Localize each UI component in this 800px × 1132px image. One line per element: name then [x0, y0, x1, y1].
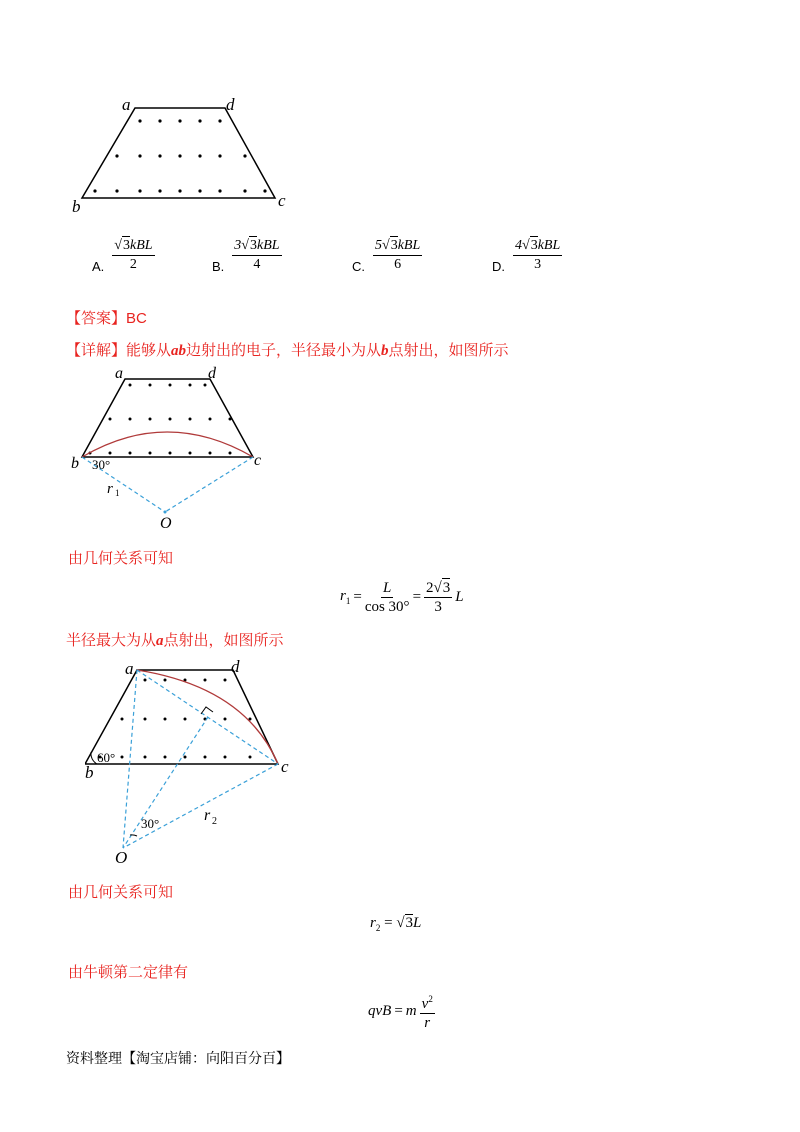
svg-text:c: c: [281, 757, 289, 776]
svg-text:b: b: [71, 455, 79, 472]
answer-tag: 【答案】: [66, 309, 127, 327]
option-b[interactable]: [212, 236, 282, 274]
trajectory-arc: [82, 432, 253, 457]
label-a: a: [122, 95, 131, 114]
option-letter: A.: [92, 258, 105, 274]
option-d[interactable]: [492, 236, 562, 274]
answer-line: [66, 308, 147, 329]
option-letter: C.: [352, 258, 365, 274]
option-fraction: $\frac{\text{3√3kBL}}{4}$: [234, 238, 280, 272]
option-c[interactable]: [352, 236, 422, 274]
svg-text:O: O: [115, 848, 128, 867]
svg-text:c: c: [254, 452, 262, 469]
option-fraction: $\frac{\text{√3kBL}}{2}$: [114, 238, 153, 272]
figure-trapezoid-3: [85, 652, 315, 867]
geometry-text-1: 由几何关系可知: [68, 549, 174, 567]
option-fraction: $\frac{\text{5√3kBL}}{6}$: [375, 238, 421, 272]
svg-text:O: O: [160, 515, 172, 532]
max-radius-text: 半径最大为从a点射出，如图所示: [66, 631, 284, 649]
svg-text:a: a: [125, 659, 134, 678]
svg-text:2: 2: [212, 816, 217, 827]
svg-text:r: r: [204, 807, 211, 824]
geometry-text-2: 由几何关系可知: [68, 883, 174, 901]
label-c: c: [278, 191, 286, 210]
svg-text:d: d: [208, 365, 216, 382]
detail-line: 【详解】能够从ab边射出的电子，半径最小为从b点射出，如图所示: [66, 341, 509, 359]
option-a[interactable]: [92, 236, 155, 274]
angle-30-label: 30°: [92, 457, 111, 472]
figure-trapezoid-2: [60, 362, 300, 532]
formula-r1: $r_1$ = $\frac{L}{\cos 30^\circ}$ = $\frac{2√3}{3}$ L: [340, 579, 464, 615]
option-fraction: $\frac{\text{4√3kBL}}{3}$: [515, 238, 561, 272]
formula-newton: qvB = m $\frac{v^2}{r}$: [368, 990, 435, 1032]
svg-text:d: d: [231, 657, 240, 676]
label-d: d: [226, 95, 235, 114]
formula-r2: $r_2 = √3L$: [370, 915, 422, 933]
option-letter: B.: [212, 258, 225, 274]
label-b: b: [72, 197, 81, 215]
field-dots: [93, 119, 266, 192]
footer-text: 资料整理【淘宝店铺：向阳百分百】: [66, 1051, 290, 1067]
svg-text:b: b: [85, 763, 94, 782]
answer-value: BC: [126, 310, 147, 327]
option-letter: D.: [492, 258, 505, 274]
svg-text:1: 1: [115, 488, 120, 498]
svg-text:r: r: [107, 481, 113, 497]
figure-trapezoid-1: [60, 90, 310, 215]
angle-30-label: 30°: [141, 816, 160, 831]
angle-60-label: 60°: [97, 750, 116, 765]
newton-text: 由牛顿第二定律有: [68, 963, 189, 981]
svg-text:a: a: [115, 365, 123, 382]
